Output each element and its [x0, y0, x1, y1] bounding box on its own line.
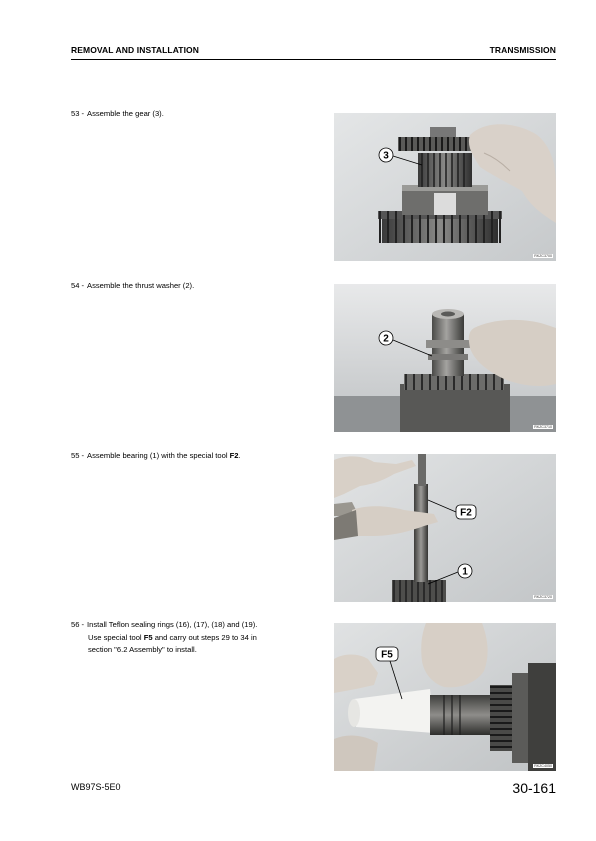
step-54: [71, 280, 326, 293]
step-number: 54 -: [71, 281, 85, 290]
bearing-tool-photo: [334, 454, 556, 602]
callout-f2: F2: [460, 507, 472, 519]
photo-step-56: [334, 623, 556, 771]
header-rule: [71, 59, 556, 60]
tool-ref-f5: F5: [143, 632, 153, 642]
page-number: 30-161: [512, 780, 556, 796]
step-text: Assemble the gear (3).: [87, 109, 164, 118]
photo-code: RKZC3700: [534, 254, 552, 258]
callout-f5: F5: [381, 649, 393, 661]
callout-2: 2: [383, 333, 389, 345]
callout-1: 1: [462, 566, 468, 578]
photo-step-53: [334, 113, 556, 261]
step-text-line-3: section "6.2 Assembly" to install.: [88, 645, 197, 655]
step-53: [71, 108, 326, 121]
sealing-rings-photo: [334, 623, 556, 771]
section-title: REMOVAL AND INSTALLATION: [71, 45, 200, 55]
step-text: Assemble the thrust washer (2).: [87, 281, 195, 290]
step-number: 53 -: [71, 109, 85, 118]
step-text: Assemble bearing (1) with the special tool: [87, 451, 230, 460]
model-code: WB97S-5E0: [71, 782, 121, 792]
photo-step-54: [334, 284, 556, 432]
photo-step-55: [334, 454, 556, 602]
photo-code: RKZC3710: [534, 425, 552, 429]
step-text-line-2: Use special tool F5 and carry out steps 29 to 34 in: [88, 632, 257, 642]
thrust-washer-photo: [334, 284, 556, 432]
step-number: 56 -: [71, 620, 85, 629]
tool-ref-f2: F2: [229, 451, 239, 460]
step-text: Install Teflon sealing rings (16), (17), (18) and (19).: [87, 620, 258, 629]
photo-code: RKZC3720: [534, 595, 552, 599]
callout-3: 3: [383, 150, 389, 162]
chapter-title: TRANSMISSION: [489, 45, 556, 55]
photo-code: RKZC4050: [534, 764, 552, 768]
step-55: 55 - Assemble bearing (1) with the special tool F2.: [71, 450, 326, 463]
gear-assembly-photo: [334, 113, 556, 261]
step-56: [71, 619, 326, 657]
step-number: 55 -: [71, 451, 85, 460]
